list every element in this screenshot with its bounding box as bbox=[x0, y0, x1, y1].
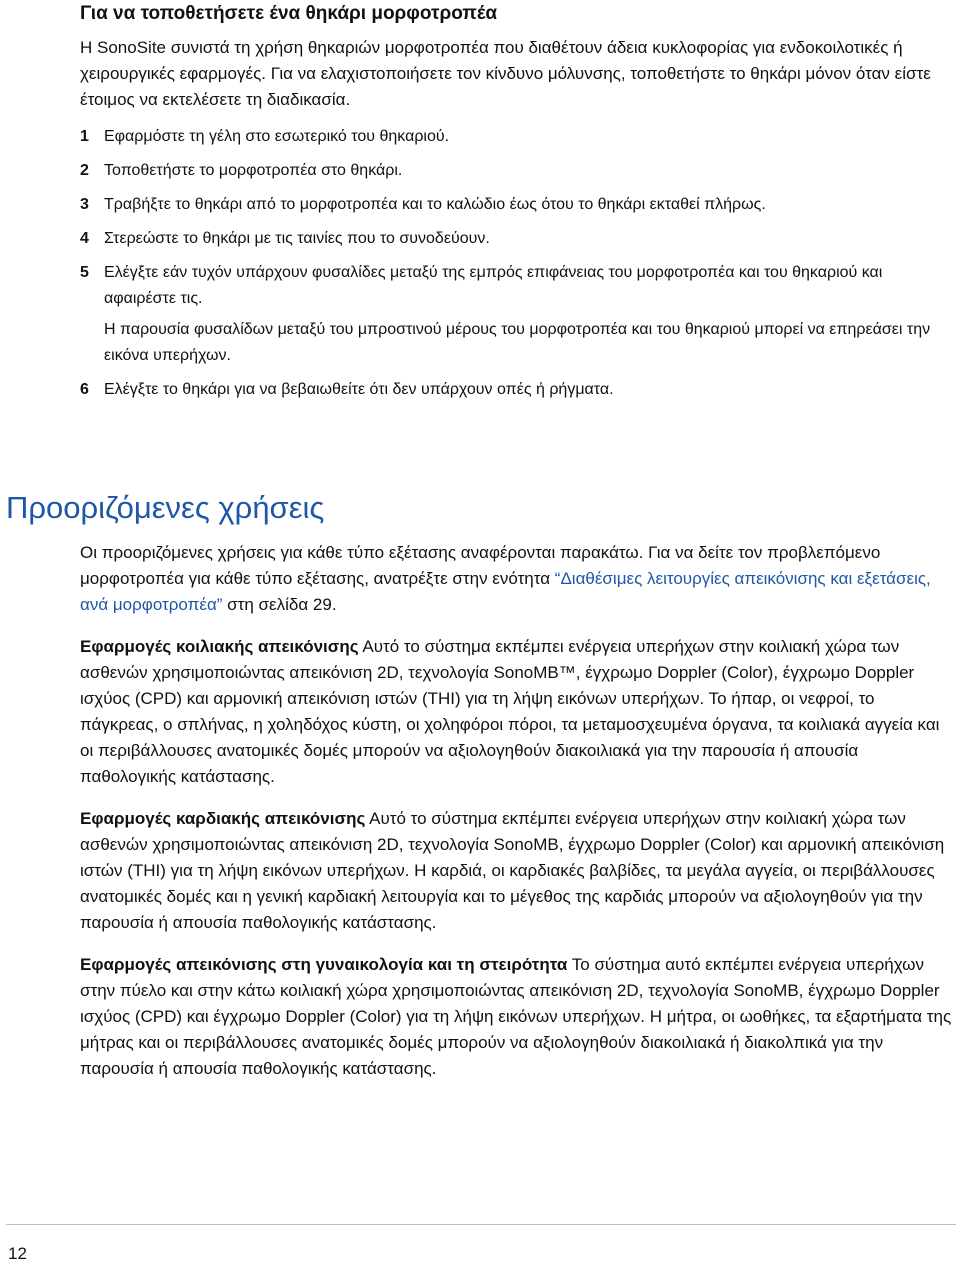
abdominal-imaging-paragraph bbox=[80, 634, 954, 790]
paragraph-lead: Εφαρμογές κοιλιακής απεικόνισης bbox=[80, 637, 359, 656]
page-number: 12 bbox=[8, 1244, 27, 1263]
intended-uses-body bbox=[80, 540, 954, 1098]
step-text: Ελέγξτε εάν τυχόν υπάρχουν φυσαλίδες μεταξύ της εμπρός επιφάνειας του μορφοτροπέα και του θηκαριού και αφαιρέστε τις. bbox=[104, 264, 883, 307]
paragraph-text: Το σύστημα αυτό εκπέμπει ενέργεια υπερήχων στην πύελο και στην κάτω κοιλιακή χώρα χρησιμοποιώντας απεικόνιση 2D, τεχνολογία SonoMB, έγχρωμο Doppler ισχύος (CPD) και έγχρωμο Doppler (Color) για τη λήψη εικόνων υπερήχων. Η μήτρα, οι ωοθήκες, τα εξαρτήματα της μήτρας και οι περιβάλλουσες ανατομικές δομές μπορούν να αξιολογηθούν διακοιλιακά ή διακολπικά για την παρουσία ή απουσία παθολογικής κατάστασης. bbox=[80, 955, 952, 1078]
intro-text-end: στη σελίδα 29. bbox=[222, 595, 337, 614]
step-item bbox=[80, 124, 952, 150]
paragraph-lead: Εφαρμογές απεικόνισης στη γυναικολογία και τη στειρότητα bbox=[80, 955, 568, 974]
step-text: Εφαρμόστε τη γέλη στο εσωτερικό του θηκαριού. bbox=[104, 128, 450, 145]
intro-text: Οι προοριζόμενες χρήσεις για κάθε τύπο εξέτασης αναφέρονται παρακάτω. Για να δείτε τον προβλεπόμενο μορφοτροπέα για κάθε τύπο εξέτασης, ανατρέξτε στην ενότητα bbox=[80, 543, 881, 588]
sheath-heading: Για να τοποθετήσετε ένα θηκάρι μορφοτροπέα bbox=[80, 3, 498, 24]
step-number: 3 bbox=[80, 196, 89, 213]
step-number: 1 bbox=[80, 128, 89, 145]
cardiac-imaging-paragraph bbox=[80, 806, 954, 936]
step-text: Τραβήξτε το θηκάρι από το μορφοτροπέα και το καλώδιο έως ότου το θηκάρι εκταθεί πλήρως. bbox=[104, 196, 766, 213]
step-5-note: Η παρουσία φυσαλίδων μεταξύ του μπροστινού μέρους του μορφοτροπέα και του θηκαριού μπορεί να επηρεάσει την εικόνα υπερήχων. bbox=[104, 321, 931, 364]
step-item bbox=[80, 226, 952, 252]
step-text: Στερεώστε το θηκάρι με τις ταινίες που το συνοδεύουν. bbox=[104, 230, 490, 247]
step-number: 5 bbox=[80, 264, 89, 281]
intended-uses-intro bbox=[80, 540, 954, 618]
sheath-section bbox=[80, 0, 952, 411]
footer-divider bbox=[6, 1224, 956, 1225]
paragraph-text: Αυτό το σύστημα εκπέμπει ενέργεια υπερήχων στην κοιλιακή χώρα των ασθενών χρησιμοποιώντας απεικόνιση 2D, τεχνολογία SonoMB, έγχρωμο Doppler (Color) και αρμονική απεικόνιση ιστών (THI) για τη λήψη εικόνων υπερήχων. Η καρδιά, οι καρδιακές βαλβίδες, τα μεγάλα αγγεία, οι περιβάλλουσες ανατομικές δομές και η γενική καρδιακή λειτουργία και το μέγεθος της καρδιάς μπορούν να αξιολογηθούν για την παρουσία ή απουσία παθολογικής κατάστασης. bbox=[80, 809, 945, 932]
paragraph-lead: Εφαρμογές καρδιακής απεικόνισης bbox=[80, 809, 366, 828]
cross-reference-link[interactable]: “Διαθέσιμες λειτουργίες απεικόνισης και εξετάσεις, ανά μορφοτροπέα” bbox=[80, 569, 931, 614]
step-item bbox=[80, 377, 952, 403]
step-number: 2 bbox=[80, 162, 89, 179]
gynecology-imaging-paragraph bbox=[80, 952, 954, 1082]
paragraph-text: Αυτό το σύστημα εκπέμπει ενέργεια υπερήχων στην κοιλιακή χώρα των ασθενών χρησιμοποιώντας απεικόνιση 2D, τεχνολογία SonoMB™, έγχρωμο Doppler (Color), έγχρωμο Doppler ισχύος (CPD) και αρμονική απεικόνιση ιστών (THI) για τη λήψη εικόνων υπερήχων. Το ήπαρ, οι νεφροί, το πάγκρεας, ο σπλήνας, η χοληδόχος κύστη, οι χοληφόροι πόροι, τα μεταμοσχευμένα όργανα, τα κοιλιακά αγγεία και οι περιβάλλουσες ανατομικές δομές μπορούν να αξιολογηθούν διακοιλιακά για την παρουσία ή απουσία παθολογικής κατάστασης. bbox=[80, 637, 940, 786]
step-item bbox=[80, 260, 952, 312]
sheath-intro: Η SonoSite συνιστά τη χρήση θηκαριών μορφοτροπέα που διαθέτουν άδεια κυκλοφορίας για ενδοκοιλοτικές ή χειρουργικές εφαρμογές. Για να ελαχιστοποιήσετε τον κίνδυνο μόλυνσης, τοποθετήστε το θηκάρι μόνον όταν είστε έτοιμος να εκτελέσετε τη διαδικασία. bbox=[80, 38, 931, 109]
step-text: Ελέγξτε το θηκάρι για να βεβαιωθείτε ότι δεν υπάρχουν οπές ή ρήγματα. bbox=[104, 381, 614, 398]
step-item bbox=[80, 192, 952, 218]
step-text: Τοποθετήστε το μορφοτροπέα στο θηκάρι. bbox=[104, 162, 403, 179]
step-number: 6 bbox=[80, 381, 89, 398]
step-item bbox=[80, 158, 952, 184]
sheath-steps bbox=[80, 124, 952, 403]
step-number: 4 bbox=[80, 230, 89, 247]
intended-uses-title: Προοριζόμενες χρήσεις bbox=[6, 490, 325, 525]
